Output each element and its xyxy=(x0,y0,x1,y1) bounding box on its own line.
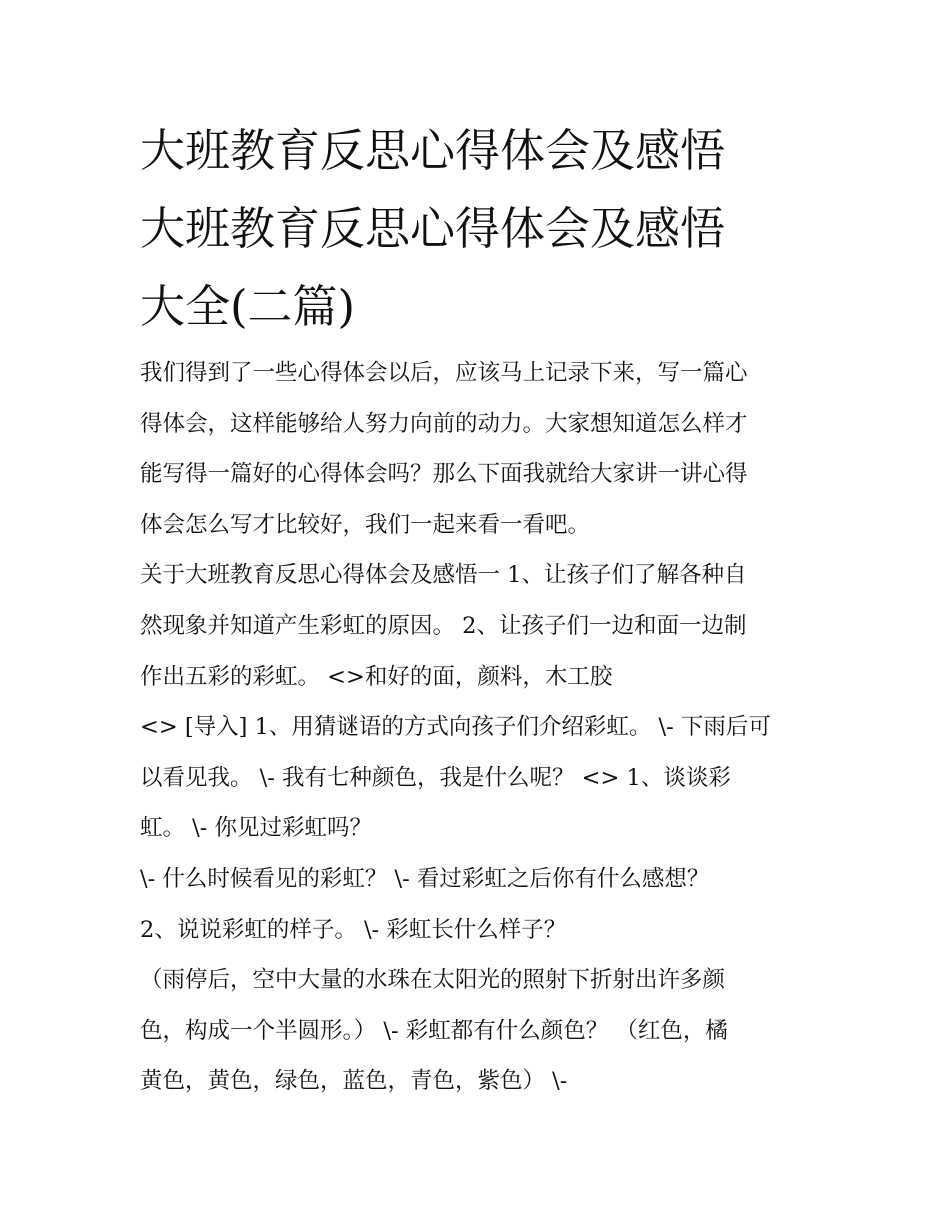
title-line: 大班教育反思心得体会及感悟 xyxy=(140,124,726,177)
text-line: 2、说说彩虹的样子。 \- 彩虹长什么样子？ xyxy=(140,916,567,943)
document-title xyxy=(140,112,820,346)
document-page xyxy=(140,112,820,1107)
text-line: 以看见我。 \- 我有七种颜色，我是什么呢？ <> 1、谈谈彩 xyxy=(140,764,731,791)
text-line: 作出五彩的彩虹。 <>和好的面，颜料，木工胶 xyxy=(140,663,613,690)
text-line: 虹。 \- 你见过彩虹吗？ xyxy=(140,815,372,842)
text-line: 得体会，这样能够给人努力向前的动力。大家想知道怎么样才 xyxy=(140,410,748,437)
text-line: 黄色，黄色，绿色，蓝色，青色，紫色） \- xyxy=(140,1068,568,1095)
text-line: \- 什么时候看见的彩虹？ \- 看过彩虹之后你有什么感想？ xyxy=(140,865,710,892)
text-line: <> [导入] 1、用猜谜语的方式向孩子们介绍彩虹。 \- 下雨后可 xyxy=(140,714,771,741)
text-line: （雨停后，空中大量的水珠在太阳光的照射下折射出许多颜 xyxy=(140,967,726,994)
text-line: 能写得一篇好的心得体会吗？那么下面我就给大家讲一讲心得 xyxy=(140,461,748,488)
text-line: 体会怎么写才比较好，我们一起来看一看吧。 xyxy=(140,511,591,538)
text-line: 然现象并知道产生彩虹的原因。 2、让孩子们一边和面一边制 xyxy=(140,612,747,639)
document-body xyxy=(140,348,820,1107)
text-line: 关于大班教育反思心得体会及感悟一 1、让孩子们了解各种自 xyxy=(140,562,747,589)
text-line: 我们得到了一些心得体会以后，应该马上记录下来，写一篇心 xyxy=(140,360,748,386)
title-line: 大班教育反思心得体会及感悟 xyxy=(140,202,726,255)
title-line: 大全(二篇) xyxy=(140,280,356,333)
text-line: 色，构成一个半圆形。） \- 彩虹都有什么颜色？ （红色，橘 xyxy=(140,1017,728,1044)
